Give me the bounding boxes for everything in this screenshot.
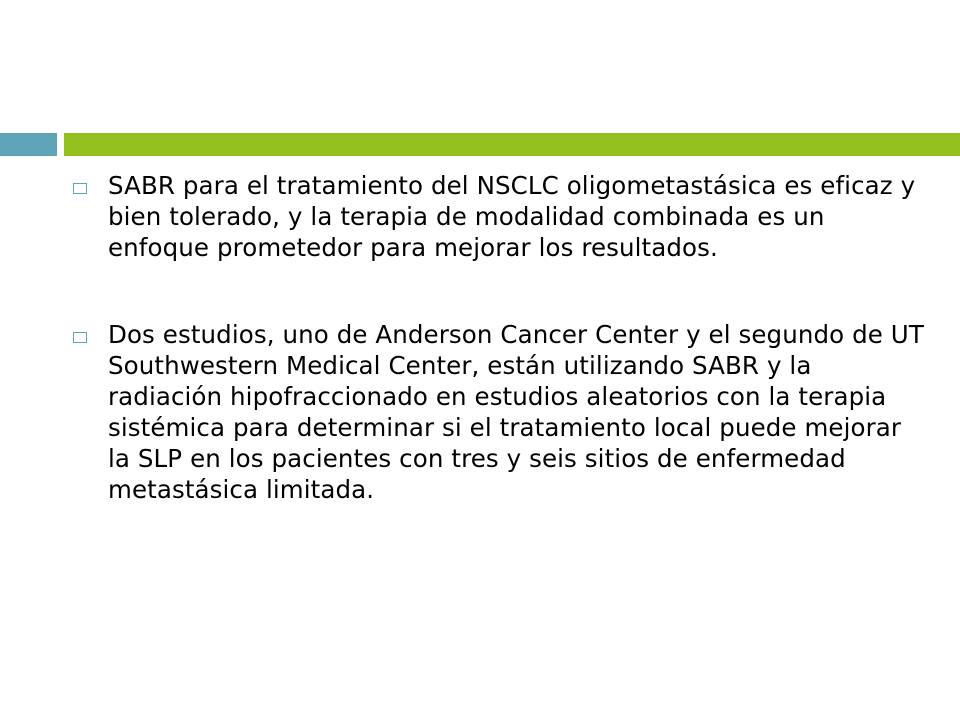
slide-body xyxy=(70,170,930,505)
square-bullet-icon xyxy=(73,332,87,343)
bullet-item xyxy=(70,319,930,505)
header-accent-bar-green xyxy=(64,133,960,156)
header-accent-bar-teal xyxy=(0,133,57,156)
bullet-item xyxy=(70,170,930,263)
bullet-text: Dos estudios, uno de Anderson Cancer Center y el segundo de UT Southwestern Medical Center, están utilizando SABR y la radiación hipofraccionado en estudios aleatorios con la terapia sistémica para determinar si el tratamiento local puede mejorar la SLP en los pacientes con tres y seis sitios de enfermedad metastásica limitada. xyxy=(108,320,924,504)
bullet-text: SABR para el tratamiento del NSCLC oligometastásica es eficaz y bien tolerado, y la terapia de modalidad combinada es un enfoque prometedor para mejorar los resultados. xyxy=(108,171,916,262)
square-bullet-icon xyxy=(73,183,87,194)
